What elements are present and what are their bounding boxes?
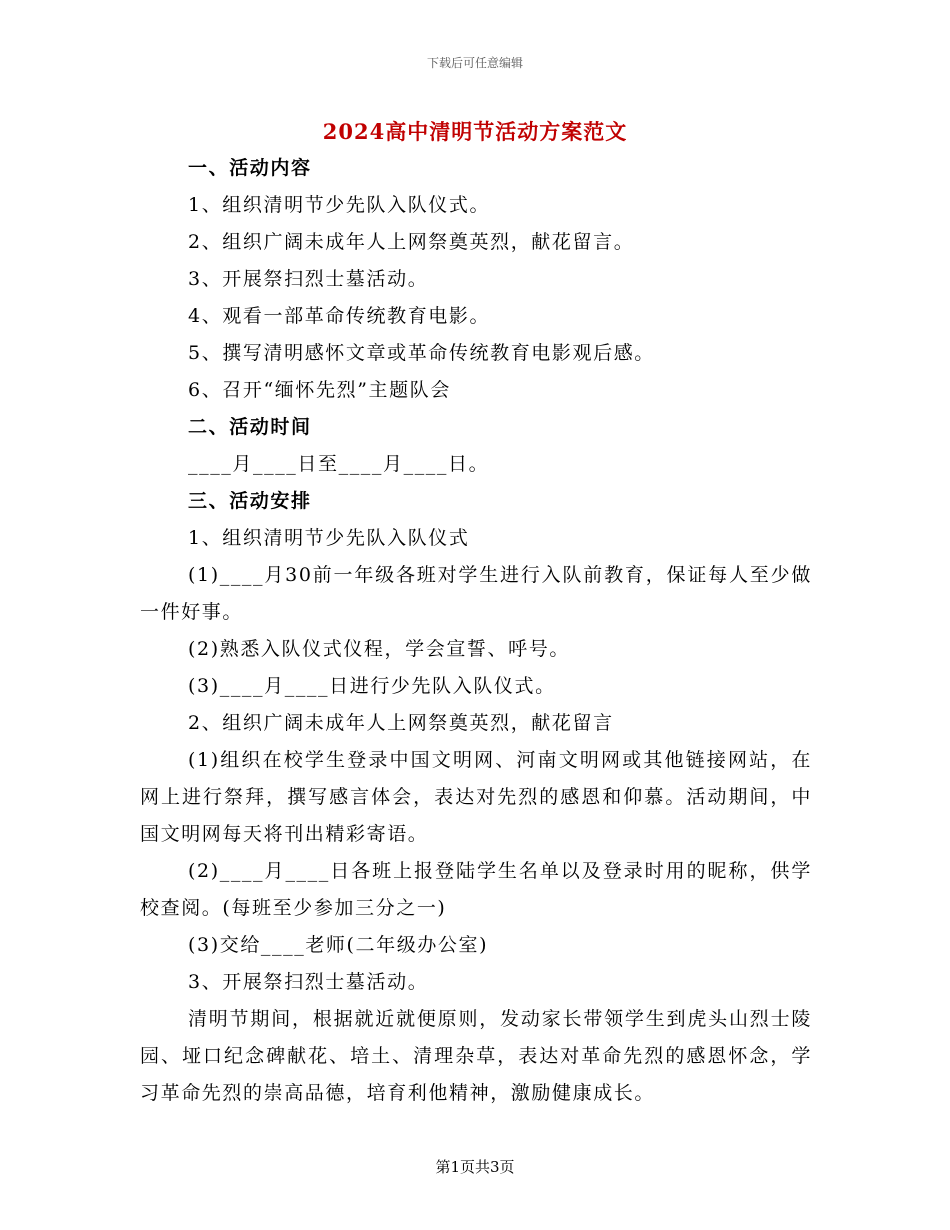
list-item: 5、撰写清明感怀文章或革命传统教育电影观后感。	[188, 342, 655, 364]
list-item: 3、开展祭扫烈士墓活动。	[188, 268, 429, 290]
paragraph: ____月____日至____月____日。	[188, 453, 490, 475]
list-item: 4、观看一部革命传统教育电影。	[188, 305, 491, 327]
list-item: 2、组织广阔未成年人上网祭奠英烈，献花留言。	[188, 231, 635, 253]
section-heading: 一、活动内容	[188, 157, 312, 179]
list-item: 1、组织清明节少先队入队仪式。	[188, 194, 491, 216]
paragraph: 清明节期间，根据就近就便原则，发动家长带领学生到虎头山烈士陵园、垭口纪念碑献花、培土、清理杂草，表达对革命先烈的感恩怀念，学习革命先烈的崇高品德，培育利他精神，激励健康成长。	[140, 1008, 812, 1104]
subheading: 1、组织清明节少先队入队仪式	[188, 527, 470, 549]
page-footer-number: 第1页共3页	[435, 1158, 515, 1176]
list-item: 6、召开“缅怀先烈”主题队会	[188, 379, 451, 401]
paragraph: (1)组织在校学生登录中国文明网、河南文明网或其他链接网站，在网上进行祭拜，撰写感言体会，表达对先烈的感恩和仰慕。活动期间，中国文明网每天将刊出精彩寄语。	[140, 749, 812, 845]
paragraph: (2)熟悉入队仪式仪程，学会宣誓、呼号。	[188, 638, 570, 660]
document-body	[140, 150, 812, 1112]
subheading: 2、组织广阔未成年人上网祭奠英烈，献花留言	[188, 712, 614, 734]
paragraph: (1)____月30前一年级各班对学生进行入队前教育，保证每人至少做一件好事。	[140, 564, 812, 623]
paragraph: (2)____月____日各班上报登陆学生名单以及登录时用的昵称，供学校查阅。(每班至少参加三分之一)	[140, 860, 812, 919]
section-heading: 二、活动时间	[188, 416, 312, 438]
document-title: 2024高中清明节活动方案范文	[322, 119, 628, 144]
subheading: 3、开展祭扫烈士墓活动。	[188, 971, 429, 993]
paragraph: (3)交给____老师(二年级办公室)	[188, 934, 489, 956]
page-header-note: 下载后可任意编辑	[426, 56, 523, 70]
section-heading: 三、活动安排	[188, 490, 312, 512]
paragraph: (3)____月____日进行少先队入队仪式。	[188, 675, 556, 697]
